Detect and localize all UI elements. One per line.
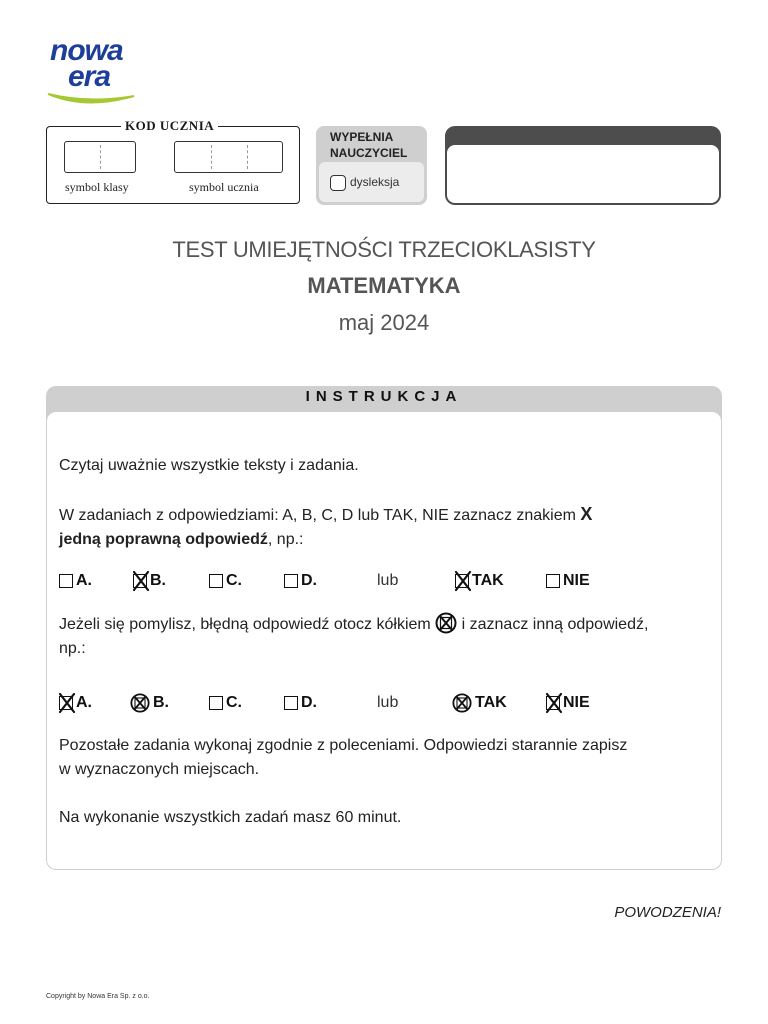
circled-cross-icon xyxy=(130,693,150,713)
example2-option-yes xyxy=(452,691,507,715)
empty-checkbox-icon xyxy=(546,574,560,588)
test-title: TEST UMIEJĘTNOŚCI TRZECIOKLASISTY xyxy=(172,237,596,262)
instruction-p2-mark: X xyxy=(580,504,593,524)
instruction-p4-line2: w wyznaczonych miejscach. xyxy=(59,761,260,778)
class-symbol-label: symbol klasy xyxy=(65,180,129,194)
example1-label-a: A. xyxy=(76,572,92,589)
sticker-box xyxy=(445,126,721,205)
example2-option-b xyxy=(133,691,169,715)
sticker-area xyxy=(447,145,719,203)
instruction-p4 xyxy=(59,734,627,782)
empty-checkbox-icon xyxy=(209,574,223,588)
example1-option-b xyxy=(133,569,166,593)
instruction-p2-bold: jedną poprawną odpowiedź xyxy=(59,531,268,548)
instruction-p5: Na wykonanie wszystkich zadań masz 60 minut. xyxy=(59,809,402,826)
example1-option-yes xyxy=(455,569,504,593)
nowa-era-logo xyxy=(46,36,146,106)
instruction-p1: Czytaj uważnie wszystkie teksty i zadania. xyxy=(59,457,359,474)
copyright-text: Copyright by Nowa Era Sp. z o.o. xyxy=(46,993,150,1000)
circled-cross-icon xyxy=(452,693,472,713)
instruction-p3-end: i zaznacz inną odpowiedź, xyxy=(457,616,649,633)
logo-word-era: era xyxy=(68,60,111,93)
instructions-body xyxy=(47,412,721,869)
instruction-p3-start: Jeżeli się pomylisz, błędną odpowiedź otocz kółkiem xyxy=(59,616,436,633)
example2-label-yes: TAK xyxy=(475,694,507,711)
teacher-section-title xyxy=(330,129,407,161)
instruction-p2-end: , np.: xyxy=(267,531,304,548)
example2-label-d: D. xyxy=(301,694,317,711)
crossed-checkbox-icon xyxy=(455,574,469,588)
example2-option-c xyxy=(209,691,242,715)
class-symbol-field[interactable] xyxy=(64,141,136,173)
example1-label-yes: TAK xyxy=(472,572,504,589)
circled-cross-icon xyxy=(435,612,457,634)
crossed-checkbox-icon xyxy=(59,696,73,710)
example2-label-b: B. xyxy=(153,694,169,711)
example1-option-d xyxy=(284,569,317,593)
dyslexia-checkbox[interactable] xyxy=(330,175,346,191)
example1-label-no: NIE xyxy=(563,572,590,589)
dyslexia-label: dysleksja xyxy=(350,175,400,189)
example2-label-c: C. xyxy=(226,694,242,711)
empty-checkbox-icon xyxy=(284,696,298,710)
student-code-title: KOD UCZNIA xyxy=(121,118,218,134)
example2-label-a: A. xyxy=(76,694,92,711)
teacher-section xyxy=(316,126,427,205)
teacher-title-line2: NAUCZYCIEL xyxy=(330,146,408,160)
example2-or: lub xyxy=(377,694,399,711)
example2-option-d xyxy=(284,691,317,715)
example1-option-c xyxy=(209,569,242,593)
example2-label-no: NIE xyxy=(563,694,590,711)
empty-checkbox-icon xyxy=(284,574,298,588)
student-symbol-field[interactable] xyxy=(174,141,283,173)
instruction-p4-line1: Pozostałe zadania wykonaj zgodnie z poleceniami. Odpowiedzi starannie zapisz xyxy=(59,737,628,754)
example2-option-a xyxy=(59,691,92,715)
example2-option-no xyxy=(546,691,590,715)
test-date: maj 2024 xyxy=(338,310,430,335)
empty-checkbox-icon xyxy=(209,696,223,710)
teacher-section-inner xyxy=(319,162,424,202)
subject-title: MATEMATYKA xyxy=(307,273,461,298)
instruction-p2-start: W zadaniach z odpowiedziami: A, B, C, D lub TAK, NIE zaznacz znakiem xyxy=(59,507,581,524)
example1-label-b: B. xyxy=(150,572,166,589)
example1-option-no xyxy=(546,569,590,593)
instruction-p3-line2: np.: xyxy=(59,640,86,657)
student-code-box xyxy=(46,118,300,204)
instructions-panel xyxy=(46,386,722,870)
instruction-p2 xyxy=(59,502,592,552)
empty-checkbox-icon xyxy=(59,574,73,588)
example1-label-c: C. xyxy=(226,572,242,589)
example1-option-a xyxy=(59,569,92,593)
teacher-title-line1: WYPEŁNIA xyxy=(330,130,394,144)
student-symbol-label: symbol ucznia xyxy=(189,180,259,194)
example-row-2 xyxy=(59,691,699,715)
logo-swoosh-icon xyxy=(46,90,136,108)
example1-label-d: D. xyxy=(301,572,317,589)
crossed-checkbox-icon xyxy=(546,696,560,710)
logo-word-nowa: nowa xyxy=(50,34,123,67)
example-row-1 xyxy=(59,569,699,593)
instruction-p3 xyxy=(59,612,648,661)
crossed-checkbox-icon xyxy=(133,574,147,588)
good-luck-text: POWODZENIA! xyxy=(614,904,721,921)
instructions-heading: INSTRUKCJA xyxy=(305,388,463,405)
example1-or: lub xyxy=(377,572,399,589)
